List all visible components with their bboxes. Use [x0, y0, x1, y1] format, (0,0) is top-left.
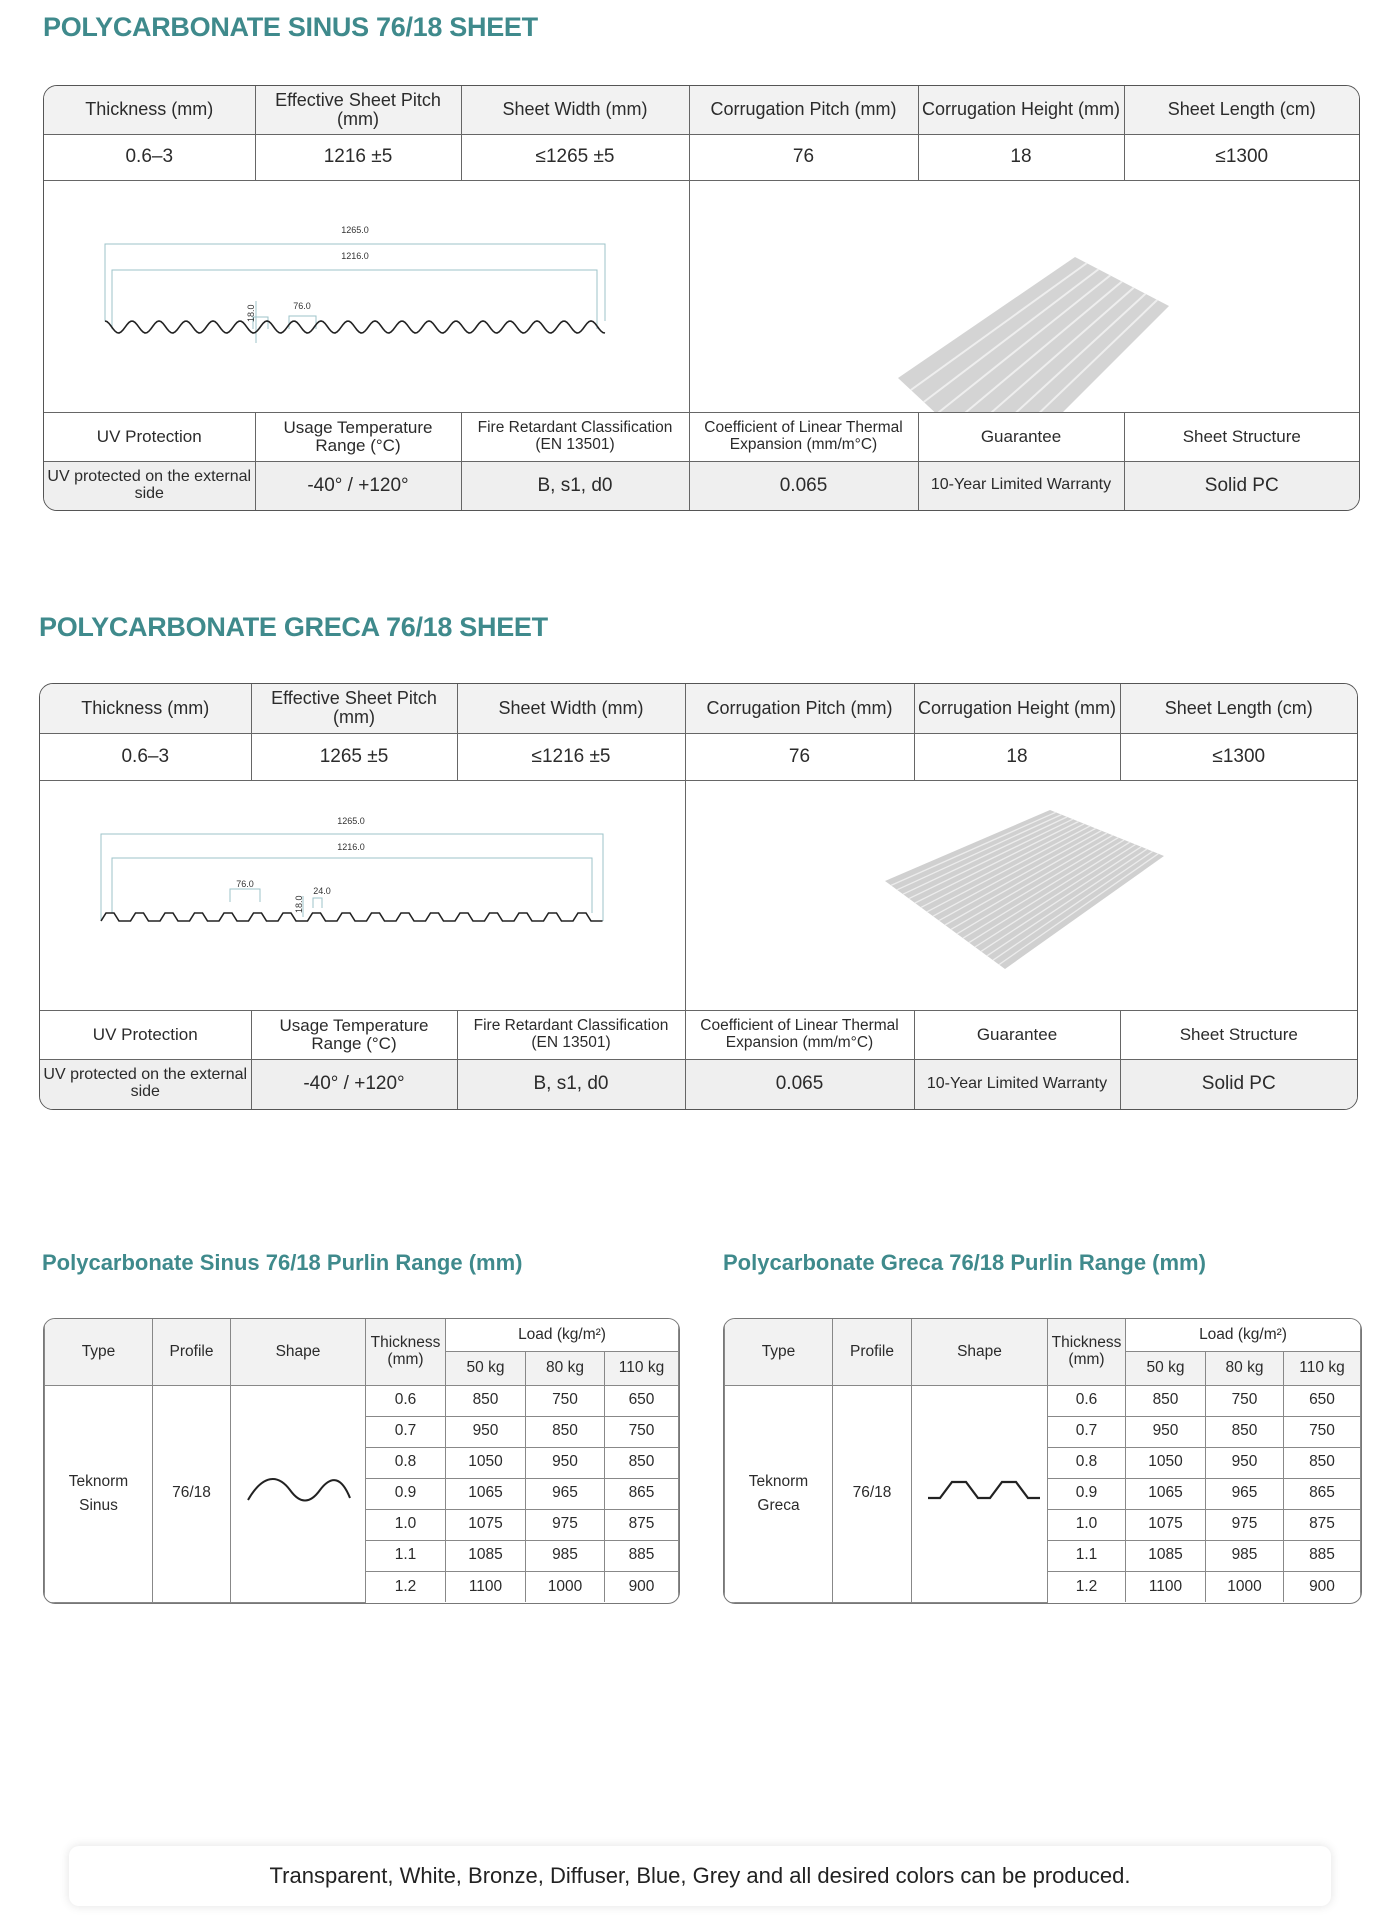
load-cell: 1085 — [446, 1540, 526, 1571]
load-cell: 750 — [526, 1385, 605, 1416]
load-cell: 1075 — [1126, 1509, 1206, 1540]
profile-header: Profile — [833, 1319, 912, 1385]
sinus-sheet-title: POLYCARBONATE SINUS 76/18 SHEET — [43, 12, 538, 42]
header-cell: Corrugation Height (mm) — [918, 86, 1124, 134]
load-cell: 965 — [1206, 1478, 1284, 1509]
value-cell: ≤1300 — [1124, 134, 1359, 180]
load-cell: 850 — [605, 1447, 679, 1478]
load-cell: 875 — [1284, 1509, 1361, 1540]
value-cell: B, s1, d0 — [461, 461, 689, 510]
value-cell: ≤1300 — [1120, 733, 1357, 780]
load-110-header: 110 kg — [1284, 1351, 1361, 1385]
sinus-spec-table — [43, 85, 1360, 511]
value-cell: UV protected on the external side — [44, 461, 255, 510]
profile-cell: 76/18 — [833, 1385, 912, 1602]
value-cell: -40° / +120° — [251, 1059, 457, 1109]
greca-purlin-table — [723, 1318, 1362, 1604]
header-cell: Effective Sheet Pitch (mm) — [255, 86, 461, 134]
greca-spec-table — [39, 683, 1358, 1110]
header-cell: Thickness (mm) — [44, 86, 255, 134]
type-cell: Teknorm Sinus — [45, 1385, 153, 1602]
value-cell: 0.6–3 — [40, 733, 251, 780]
load-110-header: 110 kg — [605, 1351, 679, 1385]
diagram-pitch-label: 76.0 — [293, 300, 311, 311]
thickness-cell: 0.8 — [1048, 1447, 1126, 1478]
diagram-inner-label: 1216.0 — [337, 841, 365, 852]
header-cell: Usage Temperature Range (°C) — [251, 1010, 457, 1059]
value-cell: UV protected on the external side — [40, 1059, 251, 1109]
value-cell: B, s1, d0 — [457, 1059, 685, 1109]
header-cell: Fire Retardant Classification (EN 13501) — [461, 412, 689, 461]
header-cell: Corrugation Pitch (mm) — [685, 684, 914, 733]
load-cell: 1085 — [1126, 1540, 1206, 1571]
thickness-header: Thickness (mm) — [366, 1319, 446, 1385]
diagram-outer-label: 1265.0 — [341, 224, 369, 235]
load-cell: 1100 — [446, 1571, 526, 1602]
header-cell: Sheet Length (cm) — [1124, 86, 1359, 134]
load-cell: 1050 — [446, 1447, 526, 1478]
thickness-cell: 0.7 — [1048, 1416, 1126, 1447]
value-cell: 76 — [685, 733, 914, 780]
load-cell: 1050 — [1126, 1447, 1206, 1478]
colors-footer-note: Transparent, White, Bronze, Diffuser, Blue, Grey and all desired colors can be produced. — [69, 1846, 1331, 1906]
load-cell: 1065 — [1126, 1478, 1206, 1509]
greca-shape-icon — [912, 1385, 1048, 1602]
value-cell: 76 — [689, 134, 918, 180]
load-cell: 1065 — [446, 1478, 526, 1509]
header-cell: Sheet Structure — [1124, 412, 1359, 461]
load-cell: 950 — [1206, 1447, 1284, 1478]
load-cell: 650 — [1284, 1385, 1361, 1416]
shape-header: Shape — [231, 1319, 366, 1385]
header-cell: UV Protection — [44, 412, 255, 461]
diagram-top-label: 24.0 — [313, 885, 331, 896]
thickness-cell: 1.1 — [1048, 1540, 1126, 1571]
header-cell: Guarantee — [918, 412, 1124, 461]
sinus-sheet-image — [689, 180, 1359, 412]
value-cell: 18 — [918, 134, 1124, 180]
load-cell: 885 — [605, 1540, 679, 1571]
load-cell: 975 — [526, 1509, 605, 1540]
thickness-cell: 0.6 — [366, 1385, 446, 1416]
load-cell: 875 — [605, 1509, 679, 1540]
header-cell: Corrugation Pitch (mm) — [689, 86, 918, 134]
greca-sheet-image — [685, 780, 1357, 1010]
value-cell: 0.6–3 — [44, 134, 255, 180]
greca-purlin-title: Polycarbonate Greca 76/18 Purlin Range (mm) — [723, 1250, 1206, 1275]
type-header: Type — [45, 1319, 153, 1385]
sinus-profile-diagram — [44, 180, 689, 412]
load-cell: 1100 — [1126, 1571, 1206, 1602]
greca-profile-diagram — [40, 780, 685, 1010]
load-cell: 985 — [1206, 1540, 1284, 1571]
load-header: Load (kg/m²) — [1126, 1319, 1361, 1351]
thickness-cell: 0.8 — [366, 1447, 446, 1478]
load-cell: 750 — [1206, 1385, 1284, 1416]
table-row — [725, 1385, 1361, 1416]
header-cell: Sheet Width (mm) — [461, 86, 689, 134]
load-cell: 750 — [1284, 1416, 1361, 1447]
thickness-cell: 1.2 — [366, 1571, 446, 1602]
load-cell: 650 — [605, 1385, 679, 1416]
value-cell: 10-Year Limited Warranty — [914, 1059, 1120, 1109]
value-cell: ≤1265 ±5 — [461, 134, 689, 180]
load-cell: 1000 — [526, 1571, 605, 1602]
load-80-header: 80 kg — [526, 1351, 605, 1385]
load-50-header: 50 kg — [446, 1351, 526, 1385]
load-cell: 865 — [605, 1478, 679, 1509]
header-cell: Corrugation Height (mm) — [914, 684, 1120, 733]
diagram-outer-label: 1265.0 — [337, 815, 365, 826]
value-cell: Solid PC — [1124, 461, 1359, 510]
value-cell: 0.065 — [689, 461, 918, 510]
load-cell: 950 — [446, 1416, 526, 1447]
load-cell: 750 — [605, 1416, 679, 1447]
load-cell: 985 — [526, 1540, 605, 1571]
load-cell: 850 — [1126, 1385, 1206, 1416]
diagram-height-label: 18.0 — [294, 894, 304, 913]
load-cell: 850 — [1206, 1416, 1284, 1447]
value-cell: 1265 ±5 — [251, 733, 457, 780]
thickness-cell: 0.9 — [1048, 1478, 1126, 1509]
load-cell: 850 — [526, 1416, 605, 1447]
load-cell: 885 — [1284, 1540, 1361, 1571]
shape-header: Shape — [912, 1319, 1048, 1385]
header-cell: Sheet Structure — [1120, 1010, 1357, 1059]
thickness-cell: 0.9 — [366, 1478, 446, 1509]
sinus-purlin-title: Polycarbonate Sinus 76/18 Purlin Range (mm) — [42, 1250, 523, 1275]
load-50-header: 50 kg — [1126, 1351, 1206, 1385]
value-cell: 0.065 — [685, 1059, 914, 1109]
diagram-height-label: 18.0 — [246, 303, 256, 322]
value-cell: ≤1216 ±5 — [457, 733, 685, 780]
header-cell: Sheet Width (mm) — [457, 684, 685, 733]
type-cell: Teknorm Greca — [725, 1385, 833, 1602]
load-cell: 1000 — [1206, 1571, 1284, 1602]
header-cell: Usage Temperature Range (°C) — [255, 412, 461, 461]
load-cell: 850 — [446, 1385, 526, 1416]
thickness-header: Thickness (mm) — [1048, 1319, 1126, 1385]
load-cell: 1075 — [446, 1509, 526, 1540]
thickness-cell: 0.7 — [366, 1416, 446, 1447]
greca-sheet-title: POLYCARBONATE GRECA 76/18 SHEET — [39, 612, 548, 642]
load-cell: 950 — [526, 1447, 605, 1478]
sinus-purlin-table — [43, 1318, 680, 1604]
header-cell: Thickness (mm) — [40, 684, 251, 733]
header-cell: Guarantee — [914, 1010, 1120, 1059]
header-cell: Effective Sheet Pitch (mm) — [251, 684, 457, 733]
load-cell: 950 — [1126, 1416, 1206, 1447]
profile-header: Profile — [153, 1319, 231, 1385]
profile-cell: 76/18 — [153, 1385, 231, 1602]
load-header: Load (kg/m²) — [446, 1319, 679, 1351]
load-cell: 965 — [526, 1478, 605, 1509]
load-cell: 975 — [1206, 1509, 1284, 1540]
header-cell: Coefficient of Linear Thermal Expansion (mm/m°C) — [685, 1010, 914, 1059]
thickness-cell: 1.2 — [1048, 1571, 1126, 1602]
load-cell: 865 — [1284, 1478, 1361, 1509]
header-cell: Sheet Length (cm) — [1120, 684, 1357, 733]
value-cell: 10-Year Limited Warranty — [918, 461, 1124, 510]
load-cell: 900 — [605, 1571, 679, 1602]
diagram-inner-label: 1216.0 — [341, 250, 369, 261]
header-cell: UV Protection — [40, 1010, 251, 1059]
value-cell: Solid PC — [1120, 1059, 1357, 1109]
thickness-cell: 1.0 — [366, 1509, 446, 1540]
diagram-pitch-label: 76.0 — [236, 878, 254, 889]
value-cell: -40° / +120° — [255, 461, 461, 510]
thickness-cell: 0.6 — [1048, 1385, 1126, 1416]
sinus-shape-icon — [231, 1385, 366, 1602]
value-cell: 1216 ±5 — [255, 134, 461, 180]
type-header: Type — [725, 1319, 833, 1385]
load-cell: 900 — [1284, 1571, 1361, 1602]
header-cell: Fire Retardant Classification (EN 13501) — [457, 1010, 685, 1059]
load-80-header: 80 kg — [1206, 1351, 1284, 1385]
value-cell: 18 — [914, 733, 1120, 780]
header-cell: Coefficient of Linear Thermal Expansion (mm/m°C) — [689, 412, 918, 461]
thickness-cell: 1.1 — [366, 1540, 446, 1571]
load-cell: 850 — [1284, 1447, 1361, 1478]
thickness-cell: 1.0 — [1048, 1509, 1126, 1540]
table-row — [45, 1385, 679, 1416]
